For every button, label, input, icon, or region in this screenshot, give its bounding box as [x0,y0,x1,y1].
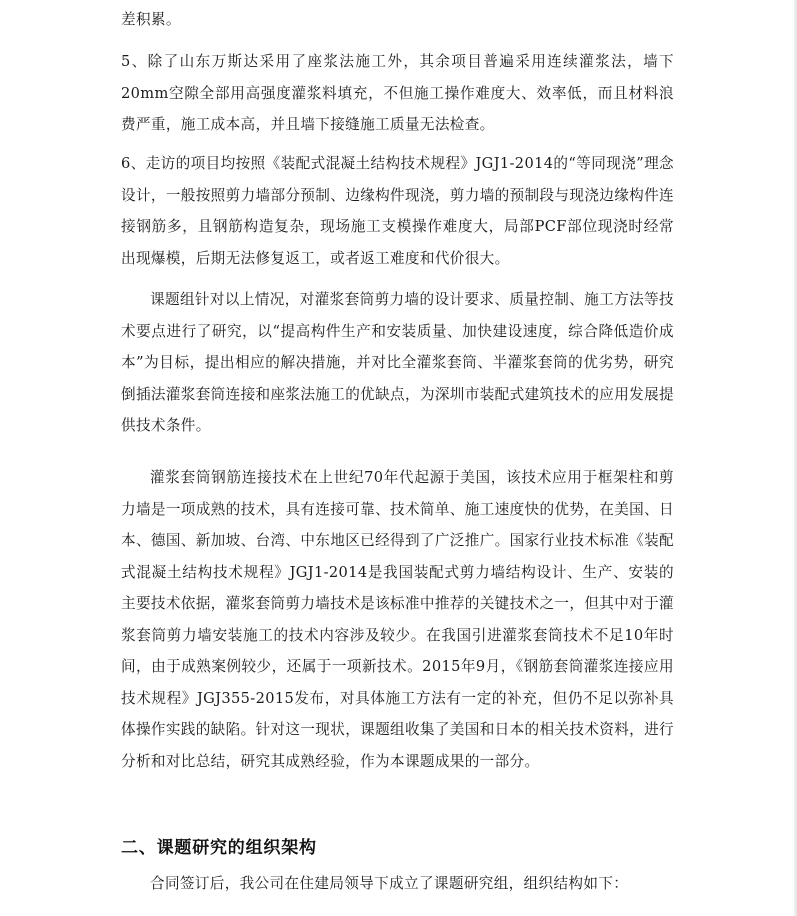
paragraph-grouting-technology: 灌浆套筒钢筋连接技术在上世纪70年代起源于美国，该技术应用于框架柱和剪力墙是一项成熟的技术，具有连接可靠、技术简单、施工速度快的优势，在美国、日本、德国、新加坡、台湾、中东地区已经得到了广泛推广。国家行业技术标准《装配式混凝土结构技术规程》JGJ1-2014是我国装配式剪力墙结构设计、生产、安装的主要技术依据，灌浆套筒剪力墙技术是该标准中推荐的关键技术之一，但其中对于灌浆套筒剪力墙安装施工的技术内容涉及较少。在我国引进灌浆套筒技术不足10年时间，由于成熟案例较少，还属于一项新技术。2015年9月，《钢筋套筒灌浆连接应用技术规程》JGJ355-2015发布，对具体施工方法有一定的补充，但仍不足以弥补具体操作实践的缺陷。针对这一现状，课题组收集了美国和日本的相关技术资料，进行分析和对比总结，研究其成熟经验，作为本课题成果的一部分。 [121,469,674,770]
paragraph-research-approach: 课题组针对以上情况，对灌浆套筒剪力墙的设计要求、质量控制、施工方法等技术要点进行了研究，以“提高构件生产和安装质量、加快建设速度，综合降低造价成本”为目标，提出相应的解决措施，并对比全灌浆套筒、半灌浆套筒的优劣势，研究倒插法灌浆套筒连接和座浆法施工的优缺点，为深圳市装配式建筑技术的应用发展提供技术条件。 [121,291,674,434]
list-item-6: 6、走访的项目均按照《装配式混凝土结构技术规程》JGJ1-2014的“等同现浇”理念设计，一般按照剪力墙部分预制、边缘构件现浇，剪力墙的预制段与现浇边缘构件连接钢筋多，且钢筋构造复杂，现场施工支模操作难度大，局部PCF部位现浇时经常出现爆模，后期无法修复返工，或者返工难度和代价很大。 [121,155,674,267]
paragraph-fragment: 差积累。 [121,11,181,28]
list-item-5: 5、除了山东万斯达采用了座浆法施工外，其余项目普遍采用连续灌浆法，墙下20mm空隙全部用高强度灌浆料填充，不但施工操作难度大、效率低，而且材料浪费严重，施工成本高，并且墙下接缝施工质量无法检查。 [121,53,674,133]
paragraph-organization: 合同签订后，我公司在住建局领导下成立了课题研究组，组织结构如下： [150,875,629,892]
section-heading: 二、课题研究的组织架构 [121,838,317,858]
